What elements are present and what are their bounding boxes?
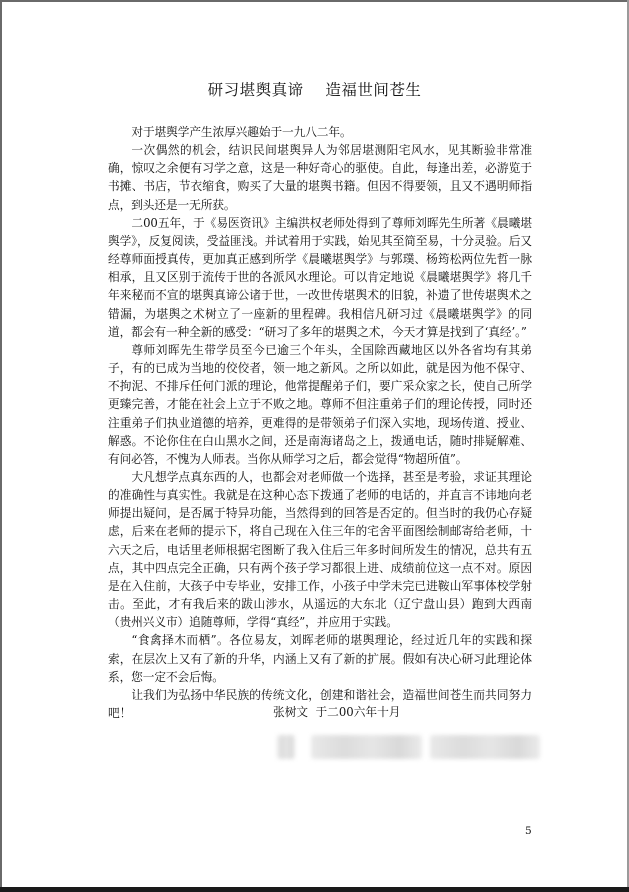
paragraph: 尊师刘晖先生带学员至今已逾三个年头，全国除西藏地区以外各省均有其弟子，有的已成为当地的佼佼者，领一地之新风。之所以如此，就是因为他不保守、不拘泥、不排斥任何门派的理论，他常提醒弟子们，要广采众家之长，使自己所学更臻完善，才能在社会上立于不败之地。尊师不但注重弟子们的理论传授，同时还注重弟子们执业道德的培养，更难得的是带领弟子们深入实地，现场传道、授业、解惑。不论你住在白山黑水之间，还是南海诸岛之上，拨通电话，随时排疑解难、有问必答，不愧为人师表。当你从师学习之后，都会觉得“物超所值”。 [108,342,532,466]
author-signature: 张树文 于二00六年十月 [273,705,401,719]
paragraph: 对于堪舆学产生浓厚兴趣始于一九八二年。 [131,125,352,139]
document-title: 研习堪舆真谛 造福世间苍生 [207,81,422,99]
page-top-border [0,0,629,2]
paragraph: 一次偶然的机会，结识民间堪舆异人为邻居堪测阳宅风水，见其断验非常准确，惊叹之余便有习学之意，这是一种好奇心的驱使。自此，每逢出差，必游览于书摊、书店，节衣缩食，购买了大量的堪舆书籍。但因不得要领，且又不遇明师指点，到头还是一无所获。 [108,143,532,212]
page-left-border [0,0,2,892]
redacted-block [277,735,295,759]
paragraph: 让我们为弘扬中华民族的传统文化，创建和谐社会，造福世间苍生而共同努力吧！ [108,687,532,720]
paragraph: 大凡想学点真东西的人，也都会对老师做一个选择，甚至是考验，求证其理论的准确性与真实性。我就是在这种心态下拨通了老师的电话的，并直言不讳地向老师提出疑问，是否属于特异功能，当然得到的回答是否定的。但当时的我仍心存疑虑，后来在老师的提示下，将自己现在入住三年的宅舍平面图绘制邮寄给老师，十六天之后，电话里老师根据宅图断了我入住后三年多时间所发生的情况，总共有五点，其中四点完全正确，只有两个孩子学习都很上进、成绩前位这一点不对。原因是在入住前，大孩子中专毕业，安排工作，小孩子中学未完已进鞍山军事体校学射击。至此，才有我后来的跋山涉水，从遥远的大东北（辽宁盘山县）跑到大西南（贵州兴义市）追随尊师，学得“真经”，并应用于实践。 [108,469,532,630]
redacted-block [430,735,540,759]
page-number: 5 [525,825,532,837]
paragraph: “食禽择木而栖”。各位易友，刘晖老师的堪舆理论，经过近几年的实践和探索，在层次上又有了新的升华，内涵上又有了新的扩展。假如有决心研习此理论体系，您一定不会后悔。 [108,633,532,684]
document-body [108,123,532,722]
redacted-block [311,735,422,759]
paragraph: 二00五年，于《易医资讯》主编洪权老师处得到了尊师刘晖先生所著《晨曦堪舆学》，反复阅读，受益匪浅。并试着用于实践，始见其至简至易，十分灵验。后又经尊师面授真传，更加真正感到所学《晨曦堪舆学》与郭璞、杨筠松两位先哲一脉相承，且又区别于流传于世的各派风水理论。可以肯定地说《晨曦堪舆学》将几千年来秘而不宣的堪舆真谛公诸于世，一改世传堪舆术的旧貌，补遗了世传堪舆术之错漏，为堪舆之术树立了一座新的里程碑。我相信凡研习过《晨曦堪舆学》的同道，都会有一种全新的感受：“研习了多年的堪舆之术，今天才算是找到了‘真经’。” [108,215,532,339]
page-bottom-border [0,887,629,892]
